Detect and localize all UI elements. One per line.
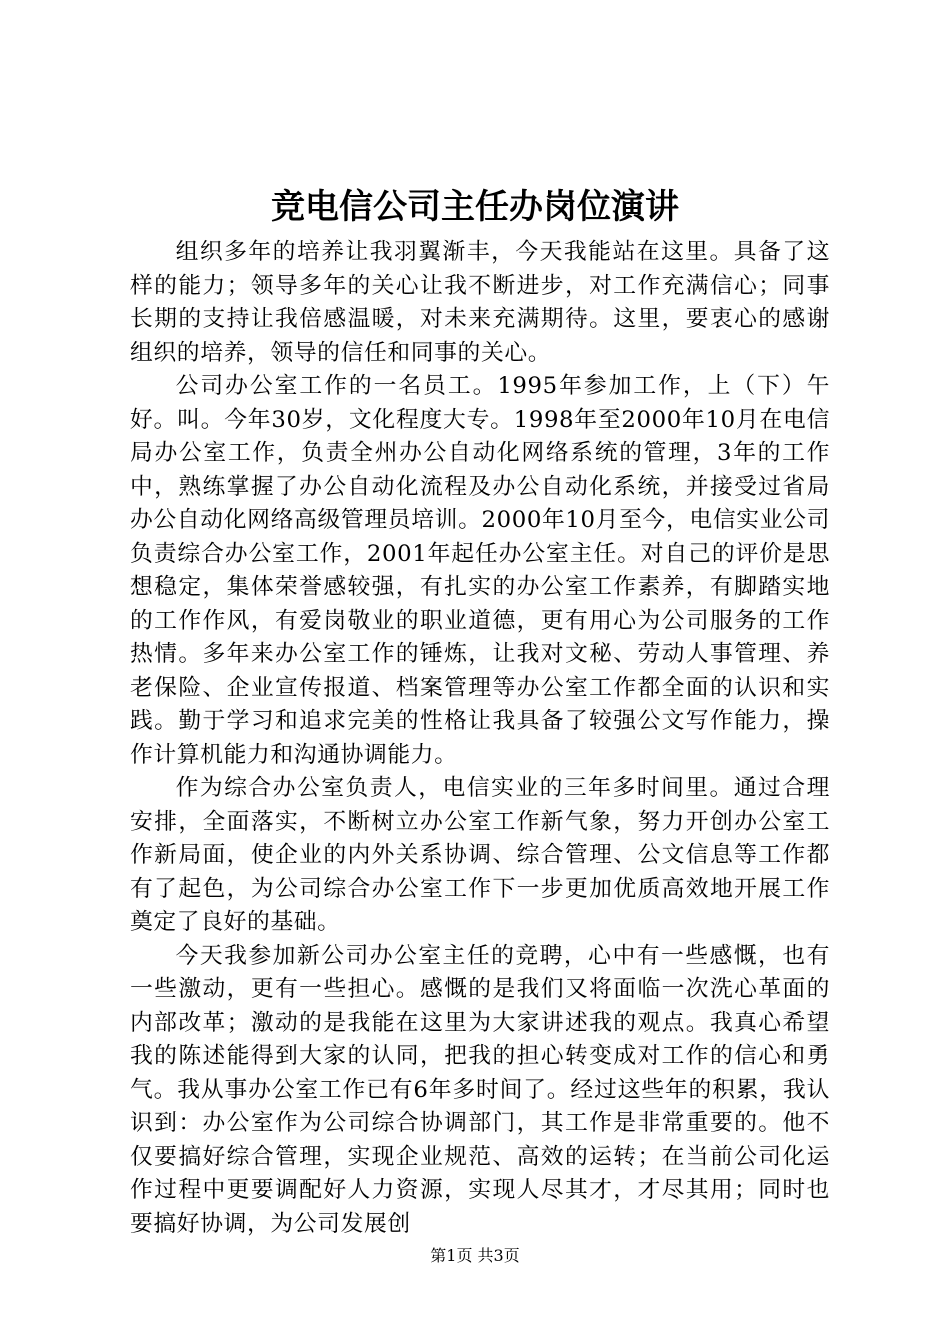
paragraph: 今天我参加新公司办公室主任的竞聘，心中有一些感慨，也有一些激动，更有一些担心。感慨的是我们又将面临一次洗心革面的内部改革；激动的是我能在这里为大家讲述我的观点。我真心希望我的陈述能得到大家的认同，把我的担心转变成对工作的信心和勇气。我从事办公室工作已有6年多时间了。经过这些年的积累，我认识到：办公室作为公司综合协调部门，其工作是非常重要的。他不仅要搞好综合管理，实现企业规范、高效的运转；在当前公司化运作过程中更要调配好人力资源，实现人尽其才，才尽其用；同时也要搞好协调，为公司发展创 bbox=[130, 942, 830, 1237]
document-body bbox=[130, 236, 830, 1241]
page-number-footer: 第1页 共3页 bbox=[430, 1246, 520, 1265]
document-title: 竞电信公司主任办岗位演讲 bbox=[271, 187, 679, 227]
paragraph: 组织多年的培养让我羽翼渐丰，今天我能站在这里。具备了这样的能力；领导多年的关心让我不断进步，对工作充满信心；同事长期的支持让我倍感温暖，对未来充满期待。这里，要衷心的感谢组织的培养，领导的信任和同事的关心。 bbox=[130, 239, 830, 366]
paragraph: 作为综合办公室负责人，电信实业的三年多时间里。通过合理安排，全面落实，不断树立办公室工作新气象，努力开创办公室工作新局面，使企业的内外关系协调、综合管理、公文信息等工作都有了起色，为公司综合办公室工作下一步更加优质高效地开展工作奠定了良好的基础。 bbox=[130, 775, 830, 935]
paragraph: 公司办公室工作的一名员工。1995年参加工作，上（下）午好。叫。今年30岁，文化程度大专。1998年至2000年10月在电信局办公室工作，负责全州办公自动化网络系统的管理，3年的工作中，熟练掌握了办公自动化流程及办公自动化系统，并接受过省局办公自动化网络高级管理员培训。2000年10月至今，电信实业公司负责综合办公室工作，2001年起任办公室主任。对自己的评价是思想稳定，集体荣誉感较强，有扎实的办公室工作素养，有脚踏实地的工作作风，有爱岗敬业的职业道德，更有用心为公司服务的工作热情。多年来办公室工作的锤炼，让我对文秘、劳动人事管理、养老保险、企业宣传报道、档案管理等办公室工作都全面的认识和实践。勤于学习和追求完美的性格让我具备了较强公文写作能力，操作计算机能力和沟通协调能力。 bbox=[130, 373, 830, 768]
